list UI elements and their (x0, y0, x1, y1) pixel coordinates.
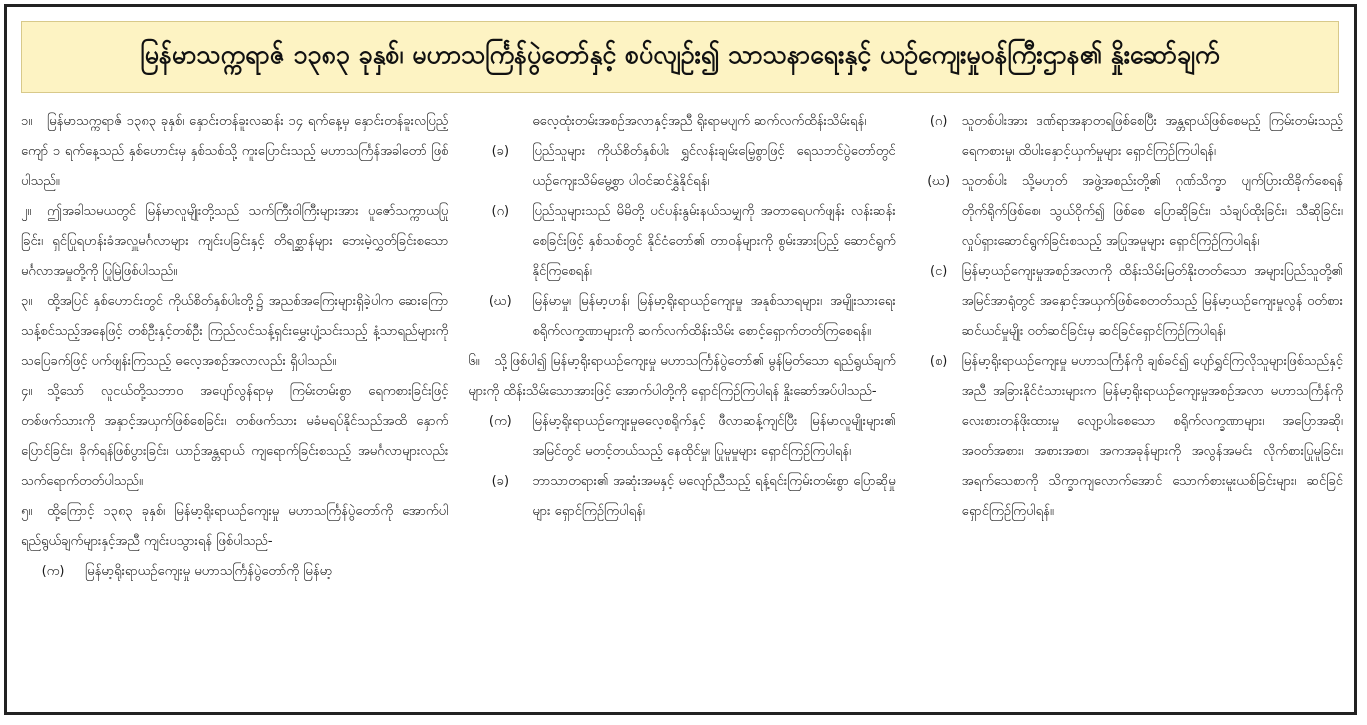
paragraph-text: သို့ဖြစ်ပါ၍ မြန်မာ့ရိုးရာယဉ်ကျေးမှု မဟာသင်္ကြန်ပွဲတော်၏ မွန်မြတ်သော ရည်ရွယ်ချက်များကို ထိန်းသိမ်းသောအားဖြင့် အောက်ပါတို့ကို ရှောင်ကြဉ်ကြပါရန် နှိုးဆော်အပ်ပါသည်- (468, 354, 896, 399)
sub-item-text: မြန်မာ့ရိုးရာယဉ်ကျေးမှု မဟာသင်္ကြန်ပွဲတော်ကို မြန်မာ့ (85, 564, 333, 579)
column-3 (916, 107, 1343, 707)
paragraph-number: ၁။ (21, 114, 33, 129)
notice-frame (4, 4, 1357, 715)
sub-item-text: ဓလေ့ထုံးတမ်းအစဉ်အလာနှင့်အညီ ရိုးရာမပျက် ဆက်လက်ထိန်းသိမ်းရန်၊ (532, 114, 867, 129)
sub-item (468, 107, 895, 137)
numbered-paragraph (21, 287, 448, 377)
sub-item-marker: (ခ) (491, 474, 510, 489)
sub-item-text: သူတစ်ပါးအား ဒဏ်ရာအနာတရဖြစ်စေပြီး အန္တရာယ်ဖြစ်စေမည့် ကြမ်းတမ်းသည့် ရေကစားမှု၊ ထိပါးနှောင့်ယှက်မှုများ ရှောင်ကြဉ်ကြပါရန်၊ (961, 114, 1343, 159)
sub-item-marker: (င) (929, 264, 948, 279)
sub-item-marker (468, 107, 532, 137)
page-title: မြန်မာသက္ကရာဇ် ၁၃၈၃ ခုနှစ်၊ မဟာသင်္ကြန်ပွဲတော်နှင့် စပ်လျဉ်း၍ သာသနာရေးနှင့် ယဉ်ကျေးမှုဝန်ကြီးဌာန၏ နှိုးဆော်ချက် (140, 39, 1220, 69)
sub-item (468, 467, 895, 527)
numbered-paragraph (21, 197, 448, 287)
sub-item-marker: (ဃ) (927, 174, 951, 189)
paragraph-text: ဤအခါသမယတွင် မြန်မာလူမျိုးတို့သည် သက်ကြီးဝါကြီးများအား ပူဇော်သက္ကာယပြုခြင်း၊ ရှင်ပြုရဟန်းခံအလှူမင်္ဂလာများ ကျင်းပခြင်းနှင့် တိရစ္ဆာန်များ ဘေးမဲ့လွှတ်ခြင်းစသော မင်္ဂလာအမှုတို့ကို ပြုမြဲဖြစ်ပါသည်။ (21, 204, 449, 279)
sub-item (916, 347, 1343, 527)
paragraph-number: ၂။ (21, 204, 32, 219)
numbered-paragraph (21, 107, 448, 197)
paragraph-text: ထို့ကြောင့် ၁၃၈၃ ခုနှစ်၊ မြန်မာ့ရိုးရာယဉ်ကျေးမှု မဟာသင်္ကြန်ပွဲတော်ကို အောက်ပါရည်ရွယ်ချက်များနှင့်အညီ ကျင်းပသွားရန် ဖြစ်ပါသည်- (21, 504, 449, 549)
paragraph-number: ၆။ (468, 354, 480, 369)
numbered-paragraph (21, 497, 448, 557)
paragraph-text: သို့သော် လူငယ်တို့သဘာဝ အပျော်လွန်ရာမှ ကြမ်းတမ်းစွာ ရေကစားခြင်းဖြင့် တစ်ဖက်သားကို အနှာင့်အယှက်ဖြစ်စေခြင်း၊ တစ်ဖက်သား မခံမရပ်နိုင်သည်အထိ နှောက်ပြောင်ခြင်း၊ ခိုက်ရန်ဖြစ်ပွားခြင်း၊ ယာဉ်အန္တရာယ် ကျရောက်ခြင်းစသည့် အမင်္ဂလာများလည်း သက်ရောက်တတ်ပါသည်။ (21, 384, 449, 489)
sub-item-text: မြန်မာ့ယဉ်ကျေးမှုအစဉ်အလာကို ထိန်းသိမ်းမြတ်နိုးတတ်သော အများပြည်သူတို့၏ အမြင်အာရုံတွင် အနှောင့်အယှက်ဖြစ်စေတတ်သည့် မြန်မာ့ယဉ်ကျေးမှုလွန် ဝတ်စားဆင်ယင်မှုမျိုး ဝတ်ဆင်ခြင်းမှ ဆင်ခြင်ရှောင်ကြဉ်ကြပါရန်၊ (961, 264, 1343, 339)
title-banner (21, 21, 1339, 93)
sub-item (916, 107, 1343, 167)
body-columns (21, 107, 1343, 707)
sub-item (468, 407, 895, 467)
sub-item-text: မြန်မာ့ရိုးရာယဉ်ကျေးမှု မဟာသင်္ကြန်ကို ချစ်ခင်၍ ပျော်ရွှင်ကြလိုသူများဖြစ်သည်နှင့်အညီ အခြားနိုင်ငံသားများက မြန်မာ့ရိုးရာယဉ်ကျေးမှုအစဉ်အလာ မဟာသင်္ကြန်ကို လေးစားတန်ဖိုးထားမှု လျော့ပါးစေသော စရိုက်လက္ခဏာများ၊ အပြောအဆို၊ အဝတ်အစား၊ အစားအစာ၊ အကအခုန်များကို အလွန်အမင်း လိုက်စားပြုမူခြင်း၊ အရက်သေစာကို သိက္ခာကျလောက်အောင် သောက်စားမူးယစ်ခြင်းများ၊ ဆင်ခြင်ရှောင်ကြဉ်ကြပါရန်။ (961, 354, 1343, 519)
paragraph-number: ၃။ (21, 294, 33, 309)
sub-item-marker: (ဃ) (488, 294, 512, 309)
sub-item-text: မြန်မာ့ရိုးရာယဉ်ကျေးမှုဓလေ့စရိုက်နှင့် ဖီလာဆန့်ကျင်ပြီး မြန်မာလူမျိုးများ၏ အမြင်တွင် မတင့်တယ်သည့် နေထိုင်မှု၊ ပြုမူမှုများ ရှောင်ကြဉ်ကြပါရန်၊ (532, 414, 896, 459)
numbered-paragraph (468, 347, 895, 407)
sub-item (21, 557, 448, 587)
sub-item-marker: (ဂ) (491, 204, 510, 219)
sub-item-text: ပြည်သူများ ကိုယ်စိတ်နှစ်ပါး ရွှင်လန်းချမ်းမြေ့စွာဖြင့် ရေသဘင်ပွဲတော်တွင် ယဉ်ကျေးသိမ်မွေ့စွာ ပါဝင်ဆင်နွှဲနိုင်ရန်၊ (532, 144, 896, 189)
sub-item (916, 257, 1343, 347)
sub-item (468, 287, 895, 347)
column-1 (21, 107, 448, 707)
paragraph-number: ၄။ (21, 384, 33, 399)
sub-item (468, 137, 895, 197)
paragraph-number: ၅။ (21, 504, 33, 519)
sub-item-text: ပြည်သူများသည် မိမိတို့ ပင်ပန်းနွမ်းနယ်သမျှကို အတာရေပက်ဖျန်း လန်းဆန်းစေခြင်းဖြင့် နှစ်သစ်တွင် နိုင်ငံတော်၏ တာဝန်များကို စွမ်းအားပြည့် ဆောင်ရွက်နိုင်ကြစေရန်၊ (532, 204, 896, 279)
sub-item-text: ဘာသာတရား၏ အဆုံးအမနှင့် မလျော်ညီသည့် ရန့်ရင်းကြမ်းတမ်းစွာ ပြောဆိုမှုများ ရှောင်ကြဉ်ကြပါရန်၊ (532, 474, 896, 519)
sub-item (468, 197, 895, 287)
sub-item (916, 167, 1343, 257)
sub-item-marker: (ခ) (491, 144, 510, 159)
sub-item-marker: (က) (488, 414, 512, 429)
sub-item-marker: (စ) (929, 354, 948, 369)
paragraph-text: ထို့အပြင် နှစ်ဟောင်းတွင် ကိုယ်စိတ်နှစ်ပါးတို့၌ အညစ်အကြေးများရှိခဲ့ပါက ဆေးကြောသန့်စင်သည့်အနေဖြင့် တစ်ဦးနှင့်တစ်ဦး ကြည်လင်သန့်ရှင်းမွှေးပျံ့သင်းသည့် နံ့သာရည်များကို သပြေခက်ဖြင့် ပက်ဖျန်းကြသည့် ဓလေ့အစဉ်အလာလည်း ရှိပါသည်။ (21, 294, 449, 369)
numbered-paragraph (21, 377, 448, 497)
sub-item-marker: (က) (41, 564, 65, 579)
column-2 (468, 107, 895, 707)
sub-item-marker: (ဂ) (929, 114, 948, 129)
sub-item-text: မြန်မာမှု၊ မြန်မာ့ဟန်၊ မြန်မာ့ရိုးရာယဉ်ကျေးမှု အနုစ်သာရများ၊ အမျိုးသားရေးစရိုက်လက္ခဏာများကို ဆက်လက်ထိန်းသိမ်း စောင့်ရှောက်တတ်ကြစေရန်။ (532, 294, 896, 339)
sub-item-text: သူတစ်ပါး သို့မဟုတ် အဖွဲ့အစည်းတို့၏ ဂုဏ်သိက္ခာ ပျက်ပြားထိခိုက်စေရန် တိုက်ရိုက်ဖြစ်စေ၊ သွယ်ဝိုက်၍ ဖြစ်စေ ပြောဆိုခြင်း၊ သံချပ်ထိုးခြင်း၊ သီဆိုခြင်း၊ လှုပ်ရှားဆောင်ရွက်ခြင်းစသည့် အပြုအမူများ ရှောင်ကြဉ်ကြပါရန်၊ (961, 174, 1343, 249)
paragraph-text: မြန်မာသက္ကရာဇ် ၁၃၈၃ ခုနှစ်၊ နှောင်းတန်ခူးလဆန်း ၁၄ ရက်နေ့မှ နှောင်းတန်ခူးလပြည့်ကျော် ၁ ရက်နေ့သည် နှစ်ဟောင်းမှ နှစ်သစ်သို့ ကူးပြောင်းသည့် မဟာသင်္ကြန်အခါတော် ဖြစ်ပါသည်။ (21, 114, 449, 189)
